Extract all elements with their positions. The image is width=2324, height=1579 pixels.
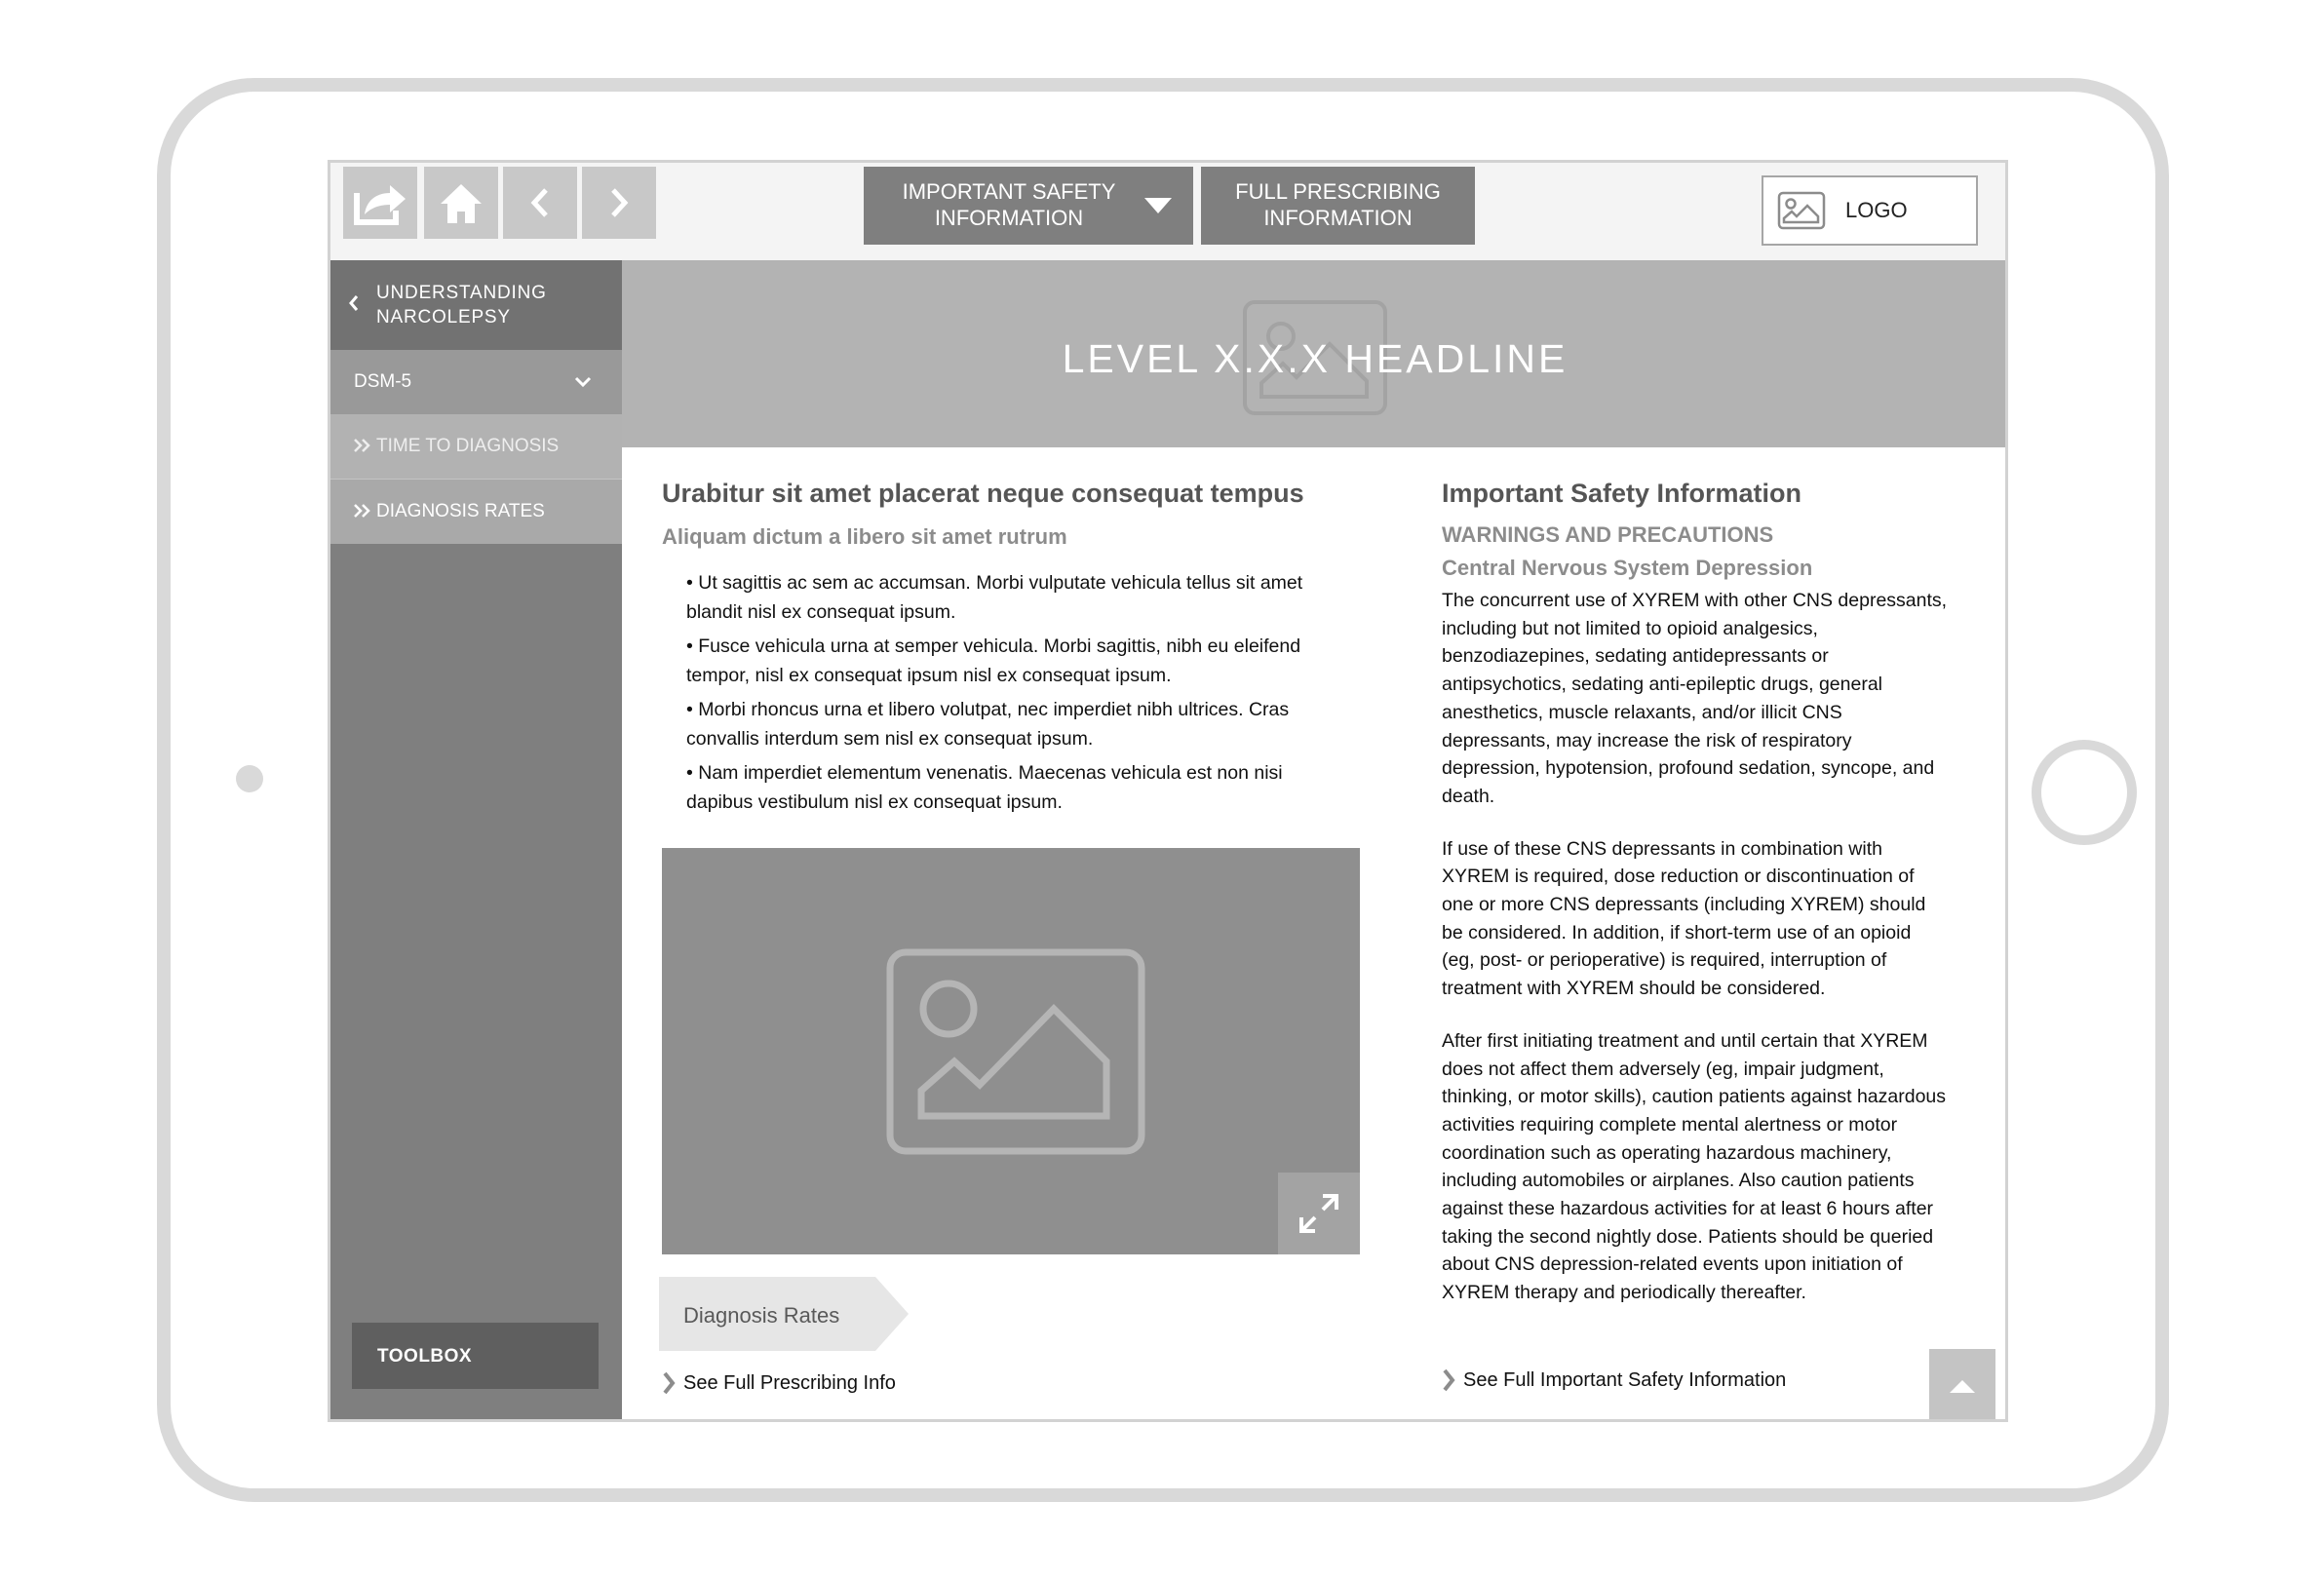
sidebar bbox=[330, 260, 622, 1422]
chevron-right-icon bbox=[1442, 1368, 1455, 1392]
main-content bbox=[662, 479, 1364, 823]
isi-paragraph: After first initiating treatment and until certain that XYREM does not affect them adversely (eg, impair judgment, thinking, or motor skills), caution patients against hazardous activities requiring complete mental alertness or motor coordination such as operating hazardous machinery, including automobiles or airplanes. Also caution patients against these hazardous activities for at least 6 hours after taking the second nightly dose. Patients should be queried about CNS depression-related events upon initiation of XYREM therapy and periodically thereafter. bbox=[1442, 1029, 1947, 1304]
chevron-left-icon bbox=[348, 293, 360, 313]
tab-arrow bbox=[875, 1277, 909, 1351]
sidebar-section-dsm5[interactable] bbox=[330, 350, 622, 414]
page-headline: LEVEL X.X.X HEADLINE bbox=[1062, 336, 1569, 381]
bullet-list bbox=[686, 569, 1345, 817]
forward-button[interactable] bbox=[582, 167, 656, 239]
image-placeholder-icon bbox=[886, 948, 1145, 1155]
list-item: • Morbi rhoncus urna et libero volutpat, nec imperdiet nibh ultrices. Cras convallis interdum sem nisl ex consequat ipsum. bbox=[686, 696, 1345, 753]
content-subtitle: Aliquam dictum a libero sit amet rutrum bbox=[662, 524, 1067, 549]
logo-label: LOGO bbox=[1845, 198, 1908, 222]
chevron-right-icon bbox=[662, 1371, 676, 1395]
double-chevron-right-icon bbox=[353, 438, 372, 453]
chevron-right-icon bbox=[607, 186, 631, 219]
link-label: See Full Important Safety Information bbox=[1463, 1368, 1787, 1391]
important-safety-info-button[interactable] bbox=[864, 167, 1193, 245]
isi-title: Important Safety Information bbox=[1442, 479, 1802, 508]
double-chevron-right-icon bbox=[353, 503, 372, 519]
sidebar-item-time-to-diagnosis[interactable] bbox=[330, 414, 622, 479]
see-full-prescribing-info-link[interactable] bbox=[662, 1371, 896, 1395]
expand-icon bbox=[1298, 1192, 1340, 1235]
scroll-to-top-button[interactable] bbox=[1929, 1349, 1995, 1422]
isi-paragraph: The concurrent use of XYREM with other CNS depressants, including but not limited to opioid analgesics, benzodiazepines, sedating antidepressants or antipsychotics, sedating anti-epileptic drugs, general anesthetics, muscle relaxants, and/or illicit CNS depressants, may increase the risk of respiratory depression, hypotension, profound sedation, syncope, and death. bbox=[1442, 590, 1948, 807]
list-item: • Ut sagittis ac sem ac accumsan. Morbi vulputate vehicula tellus sit amet blandit nisl ex consequat ipsum. bbox=[686, 569, 1345, 627]
toolbox-button[interactable]: TOOLBOX bbox=[352, 1323, 599, 1389]
arrow-up-icon bbox=[1948, 1377, 1977, 1395]
tab-label: Diagnosis Rates bbox=[659, 1277, 875, 1351]
sidebar-item-label: TIME TO DIAGNOSIS bbox=[376, 436, 560, 456]
full-prescribing-info-button[interactable]: FULL PRESCRIBING INFORMATION bbox=[1201, 167, 1475, 245]
isi-subheading: Central Nervous System Depression bbox=[1442, 556, 1813, 580]
isi-button-label: IMPORTANT SAFETY INFORMATION bbox=[902, 179, 1116, 230]
share-button[interactable] bbox=[343, 167, 417, 239]
caret-down-icon bbox=[1144, 198, 1172, 213]
isi-paragraph: If use of these CNS depressants in combination with XYREM is required, dose reduction or discontinuation of one or more CNS depressants (including XYREM) should be considered. In addition, if short-term use of an opioid (eg, post- or perioperative) is required, interruption of treatment with XYREM should be considered. bbox=[1442, 837, 1926, 1000]
link-label: See Full Prescribing Info bbox=[683, 1371, 896, 1394]
sidebar-section-label: DSM-5 bbox=[354, 371, 412, 392]
isi-heading: WARNINGS AND PRECAUTIONS bbox=[1442, 522, 1774, 547]
chevron-down-icon bbox=[574, 376, 592, 388]
back-button[interactable] bbox=[503, 167, 577, 239]
tablet-camera bbox=[236, 765, 263, 792]
sidebar-item-label: DIAGNOSIS RATES bbox=[376, 501, 545, 521]
isi-panel bbox=[1442, 479, 1949, 1307]
home-button[interactable] bbox=[424, 167, 498, 239]
chevron-left-icon bbox=[528, 186, 552, 219]
see-full-isi-link[interactable] bbox=[1442, 1368, 1786, 1392]
list-item: • Fusce vehicula urna at semper vehicula. Morbi sagittis, nibh eu eleifend tempor, nisl ex consequat ipsum nisl ex consequat ipsum. bbox=[686, 633, 1345, 690]
logo bbox=[1762, 175, 1978, 246]
home-icon bbox=[437, 180, 485, 225]
sidebar-item-diagnosis-rates[interactable] bbox=[330, 480, 622, 544]
expand-button[interactable] bbox=[1278, 1173, 1360, 1254]
hero-banner bbox=[622, 260, 2008, 447]
share-icon bbox=[351, 177, 409, 228]
content-title: Urabitur sit amet placerat neque consequat tempus bbox=[662, 479, 1304, 508]
top-toolbar bbox=[330, 163, 2005, 260]
sidebar-back-link[interactable] bbox=[330, 260, 622, 350]
tablet-home-button[interactable] bbox=[2032, 740, 2137, 845]
sidebar-back-label: UNDERSTANDING NARCOLEPSY bbox=[376, 283, 547, 327]
list-item: • Nam imperdiet elementum venenatis. Maecenas vehicula est non nisi dapibus vestibulum nisl ex consequat ipsum. bbox=[686, 759, 1345, 817]
content-image bbox=[662, 848, 1360, 1254]
image-placeholder-icon bbox=[1777, 191, 1826, 230]
app-screen bbox=[328, 160, 2008, 1422]
